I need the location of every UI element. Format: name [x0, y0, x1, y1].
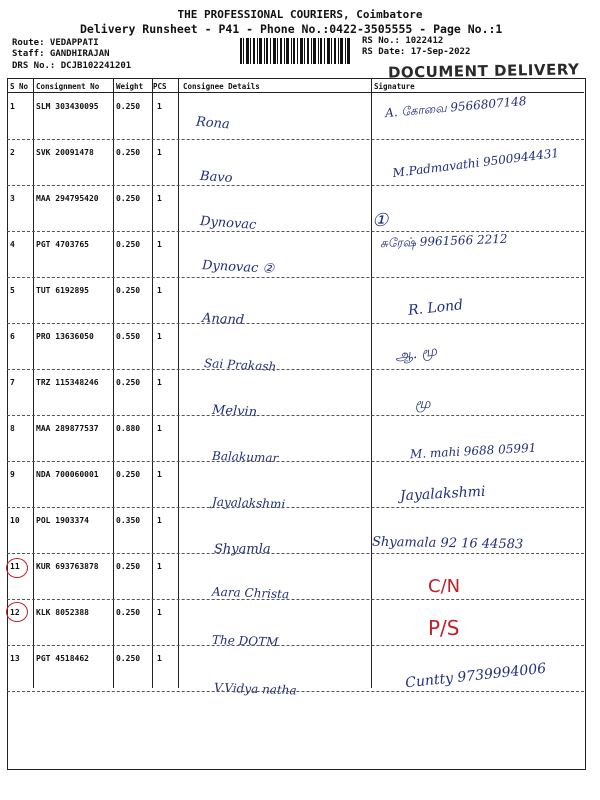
table-row — [0, 646, 600, 698]
row-sno: 6 — [10, 332, 15, 341]
row-consignment: MAA 289877537 — [36, 424, 99, 433]
row-weight: 0.350 — [116, 516, 141, 525]
route-label: Route: VEDAPPATI — [12, 38, 99, 48]
consignee-handwriting: Dynovac ② — [201, 258, 275, 277]
row-consignment: PGT 4518462 — [36, 654, 89, 663]
consignee-handwriting: Balakumar — [211, 448, 279, 466]
table-row — [0, 370, 600, 421]
table-row — [0, 94, 600, 140]
consignee-handwriting: Jayalakshmi — [211, 494, 286, 512]
runsheet-title: THE PROFESSIONAL COURIERS, Coimbatore — [177, 8, 423, 21]
signature-handwriting: A. கோவை 9566807148 — [384, 93, 528, 121]
consignee-handwriting: Dynovac — [199, 214, 257, 233]
table-row — [0, 416, 600, 466]
row-pcs: 1 — [157, 286, 162, 295]
row-sno: 9 — [10, 470, 15, 479]
table-row — [0, 600, 600, 650]
document-delivery-stamp: DOCUMENT DELIVERY — [387, 60, 580, 82]
row-pcs: 1 — [157, 424, 162, 433]
consignee-handwriting: Melvin — [211, 402, 258, 421]
signature-handwriting: Shyamala 92 16 44583 — [371, 534, 524, 553]
table-row — [0, 186, 600, 232]
header-divider — [7, 92, 584, 93]
row-pcs: 1 — [157, 102, 162, 111]
consignee-handwriting: Anand — [201, 310, 245, 329]
consignee-handwriting: Shyamla — [214, 542, 271, 557]
row-sno: 1 — [10, 102, 15, 111]
signature-handwriting: M.Padmavathi 9500944431 — [391, 145, 560, 181]
col-header-consignee: Consignee Details — [183, 82, 260, 91]
row-weight: 0.250 — [116, 470, 141, 479]
signature-handwriting: Jayalakshmi — [399, 483, 486, 505]
runsheet-subtitle: Delivery Runsheet - P41 - Phone No.:0422-3505555 - Page No.:1 — [80, 22, 503, 36]
row-pcs: 1 — [157, 332, 162, 341]
row-sno: 10 — [10, 516, 20, 525]
table-row — [0, 278, 600, 329]
signature-handwriting: சுரேஷ் 9961566 2212 — [379, 231, 508, 251]
row-sno: 12 — [10, 608, 20, 617]
rs-number: RS No.: 1022412 — [362, 36, 444, 46]
signature-handwriting: Cuntty 9739994006 — [404, 660, 547, 692]
row-divider — [7, 691, 584, 692]
row-sno: 2 — [10, 148, 15, 157]
consignee-handwriting: V.Vidya natha — [213, 680, 297, 698]
signature-handwriting: R. Lond — [407, 297, 464, 319]
row-sno: 4 — [10, 240, 15, 249]
row-weight: 0.880 — [116, 424, 141, 433]
row-weight: 0.250 — [116, 240, 141, 249]
col-header-sno: S No — [10, 82, 29, 91]
row-consignment: SLM 303430095 — [36, 102, 99, 111]
row-pcs: 1 — [157, 240, 162, 249]
row-sno: 8 — [10, 424, 15, 433]
col-header-pcs: PCS — [153, 82, 167, 91]
signature-handwriting: P/S — [428, 616, 460, 640]
col-header-consignment: Consignment No — [36, 82, 100, 91]
consignee-handwriting: Sai Prakash — [203, 356, 277, 374]
signature-handwriting: மூ — [415, 396, 431, 412]
consignee-handwriting: The DOTM — [211, 632, 279, 650]
row-sno: 7 — [10, 378, 15, 387]
table-row — [0, 508, 600, 557]
row-sno: 5 — [10, 286, 15, 295]
table-row — [0, 324, 600, 374]
consignee-handwriting: Rona — [195, 114, 231, 133]
signature-handwriting: M. mahi 9688 05991 — [409, 440, 537, 462]
row-weight: 0.250 — [116, 148, 141, 157]
table-row — [0, 554, 600, 600]
row-weight: 0.250 — [116, 654, 141, 663]
row-pcs: 1 — [157, 378, 162, 387]
row-pcs: 1 — [157, 194, 162, 203]
consignee-handwriting: Bavo — [199, 168, 233, 187]
row-pcs: 1 — [157, 148, 162, 157]
row-pcs: 1 — [157, 516, 162, 525]
row-weight: 0.550 — [116, 332, 141, 341]
consignee-handwriting: Aara Christa — [211, 584, 290, 602]
row-consignment: NDA 700060001 — [36, 470, 99, 479]
row-consignment: TUT 6192895 — [36, 286, 89, 295]
table-row — [0, 462, 600, 512]
row-weight: 0.250 — [116, 286, 141, 295]
row-consignment: SVK 20091478 — [36, 148, 94, 157]
row-consignment: KLK 8052388 — [36, 608, 89, 617]
table-row — [0, 232, 600, 278]
table-row — [0, 140, 600, 186]
row-weight: 0.250 — [116, 608, 141, 617]
row-consignment: KUR 693763878 — [36, 562, 99, 571]
row-weight: 0.250 — [116, 562, 141, 571]
row-consignment: POL 1903374 — [36, 516, 89, 525]
row-pcs: 1 — [157, 470, 162, 479]
row-consignment: MAA 294795420 — [36, 194, 99, 203]
row-consignment: TRZ 115348246 — [36, 378, 99, 387]
col-header-weight: Weight — [116, 82, 144, 91]
signature-handwriting: ஆ. மூ — [393, 343, 438, 365]
row-pcs: 1 — [157, 562, 162, 571]
row-consignment: PGT 4703765 — [36, 240, 89, 249]
row-consignment: PRO 13636050 — [36, 332, 94, 341]
row-sno: 13 — [10, 654, 20, 663]
row-weight: 0.250 — [116, 378, 141, 387]
row-sno: 3 — [10, 194, 15, 203]
staff-label: Staff: GANDHIRAJAN — [12, 49, 110, 59]
signature-handwriting: ① — [372, 210, 389, 231]
barcode-image — [240, 38, 350, 64]
row-pcs: 1 — [157, 608, 162, 617]
row-sno: 11 — [10, 562, 20, 571]
rs-date: RS Date: 17-Sep-2022 — [362, 47, 471, 57]
col-header-signature: Signature — [374, 82, 415, 91]
row-weight: 0.250 — [116, 194, 141, 203]
row-pcs: 1 — [157, 654, 162, 663]
drs-number: DRS No.: DCJB102241201 — [12, 61, 132, 71]
signature-handwriting: C/N — [428, 576, 461, 597]
row-weight: 0.250 — [116, 102, 141, 111]
